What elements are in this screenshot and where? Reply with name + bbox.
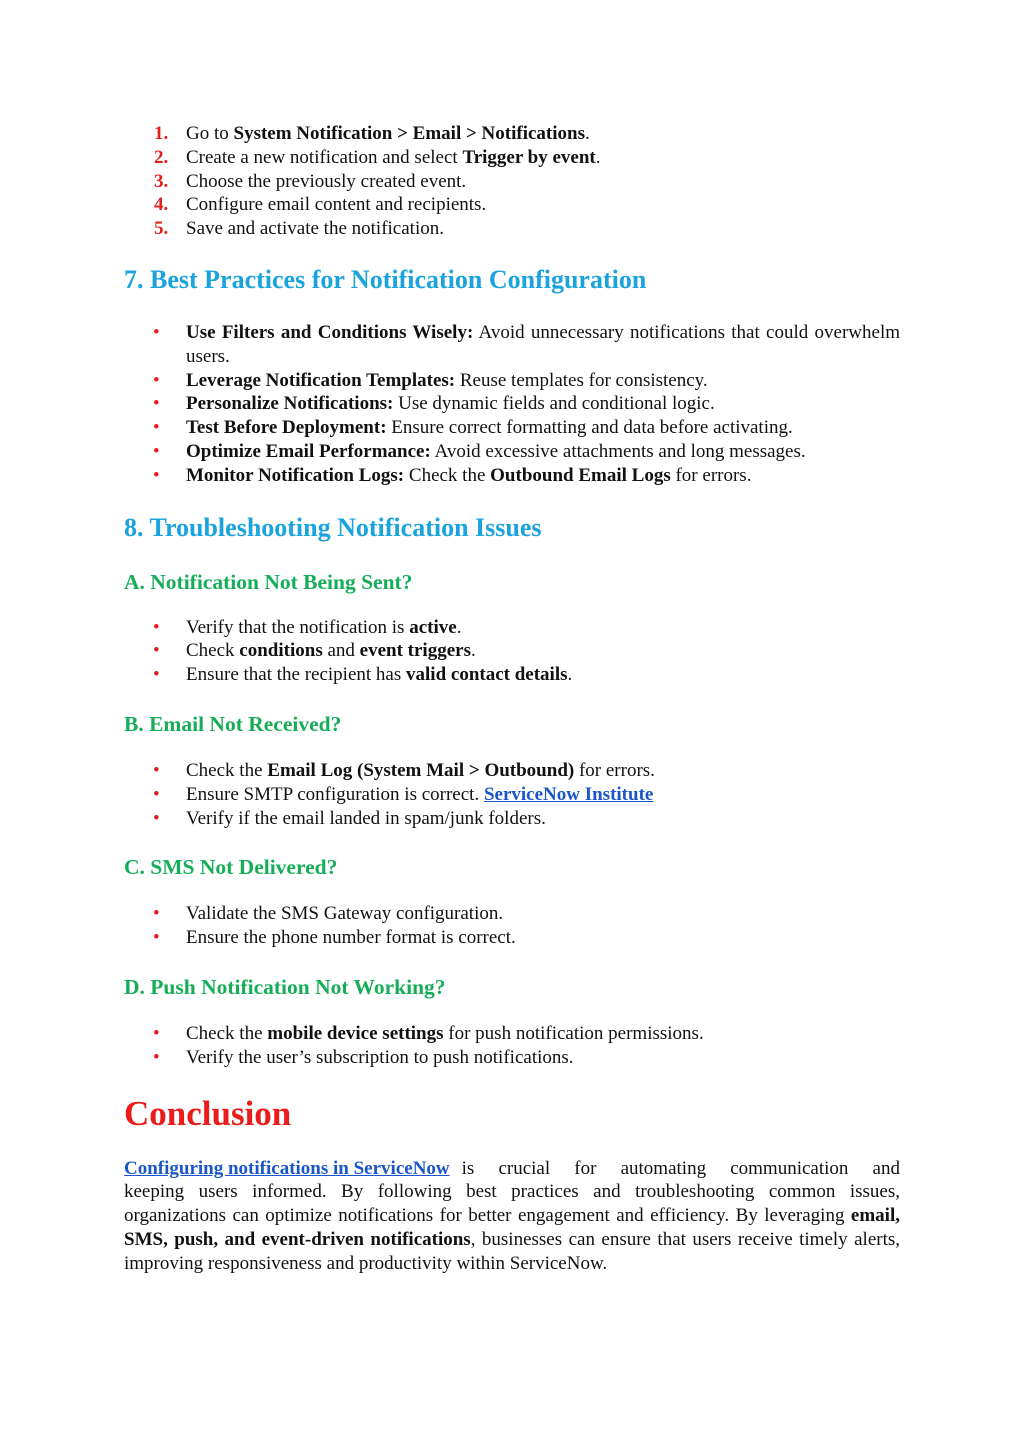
list-item: • Use Filters and Conditions Wisely: Avoid unnecessary notifications that could overwhelm users. bbox=[124, 321, 900, 369]
step-number: 3. bbox=[154, 170, 169, 192]
step-number: 1. bbox=[154, 123, 169, 144]
subsection-a-list bbox=[124, 616, 900, 687]
subsection-c-heading: C. SMS Not Delivered? bbox=[124, 855, 338, 880]
list-item: • Personalize Notifications: Use dynamic fields and conditional logic. bbox=[124, 392, 900, 416]
step-number: 4. bbox=[154, 194, 169, 216]
step-item: 1. Go to System Notification > Email > Notifications. bbox=[154, 123, 590, 144]
step-item: 2. Create a new notification and select Trigger by event. bbox=[154, 146, 601, 168]
list-item: • Ensure SMTP configuration is correct. ServiceNow Institute bbox=[124, 783, 900, 807]
section-8-heading: 8. Troubleshooting Notification Issues bbox=[124, 512, 542, 542]
step-number: 5. bbox=[154, 218, 169, 240]
best-practices-list bbox=[124, 321, 900, 488]
subsection-c-list bbox=[124, 902, 900, 950]
list-item: • Optimize Email Performance: Avoid excessive attachments and long messages. bbox=[124, 440, 900, 464]
document-content bbox=[124, 122, 900, 1276]
list-item: • Verify if the email landed in spam/junk folders. bbox=[124, 807, 900, 831]
step-item: 5. Save and activate the notification. bbox=[154, 218, 444, 240]
subsection-a-heading: A. Notification Not Being Sent? bbox=[124, 569, 413, 594]
conclusion-body: keeping users informed. By following best practices and troubleshooting common issues, organizations can optimize notifications for better engagement and efficiency. By leveraging email, SMS, push, and event-driven notifications, businesses can ensure that users receive timely alerts, improving responsiveness and productivity within ServiceNow. bbox=[124, 1181, 900, 1274]
subsection-b-heading: B. Email Not Received? bbox=[124, 711, 342, 736]
step-item: 3. Choose the previously created event. bbox=[154, 170, 467, 192]
conclusion-heading: Conclusion bbox=[124, 1093, 292, 1133]
list-item: • Test Before Deployment: Ensure correct formatting and data before activating. bbox=[124, 416, 900, 440]
list-item: • Ensure that the recipient has valid contact details. bbox=[124, 663, 900, 687]
subsection-d-list bbox=[124, 1022, 900, 1070]
conclusion-paragraph bbox=[124, 1157, 900, 1276]
section-7-heading: 7. Best Practices for Notification Configuration bbox=[124, 264, 647, 294]
list-item: • Check the mobile device settings for push notification permissions. bbox=[124, 1022, 900, 1046]
setup-steps-list bbox=[124, 122, 900, 241]
subsection-d-heading: D. Push Notification Not Working? bbox=[124, 974, 446, 999]
list-item: • Ensure the phone number format is correct. bbox=[124, 926, 900, 950]
list-item: • Leverage Notification Templates: Reuse templates for consistency. bbox=[124, 369, 900, 393]
list-item: • Monitor Notification Logs: Check the Outbound Email Logs for errors. bbox=[124, 464, 900, 488]
step-number: 2. bbox=[154, 146, 169, 168]
list-item: • Check conditions and event triggers. bbox=[124, 639, 900, 663]
configuring-notifications-link[interactable]: Configuring notifications in ServiceNow bbox=[124, 1157, 450, 1179]
step-item: 4. Configure email content and recipients. bbox=[154, 194, 487, 216]
list-item: • Validate the SMS Gateway configuration. bbox=[124, 902, 900, 926]
subsection-b-list bbox=[124, 759, 900, 830]
servicenow-institute-link[interactable]: ServiceNow Institute bbox=[483, 783, 654, 805]
list-item: • Verify the user’s subscription to push notifications. bbox=[124, 1046, 900, 1070]
list-item: • Verify that the notification is active. bbox=[124, 616, 900, 640]
list-item: • Check the Email Log (System Mail > Outbound) for errors. bbox=[124, 759, 900, 783]
conclusion-first-line: Configuring notifications in ServiceNow is crucial for automating communication and bbox=[124, 1157, 900, 1179]
